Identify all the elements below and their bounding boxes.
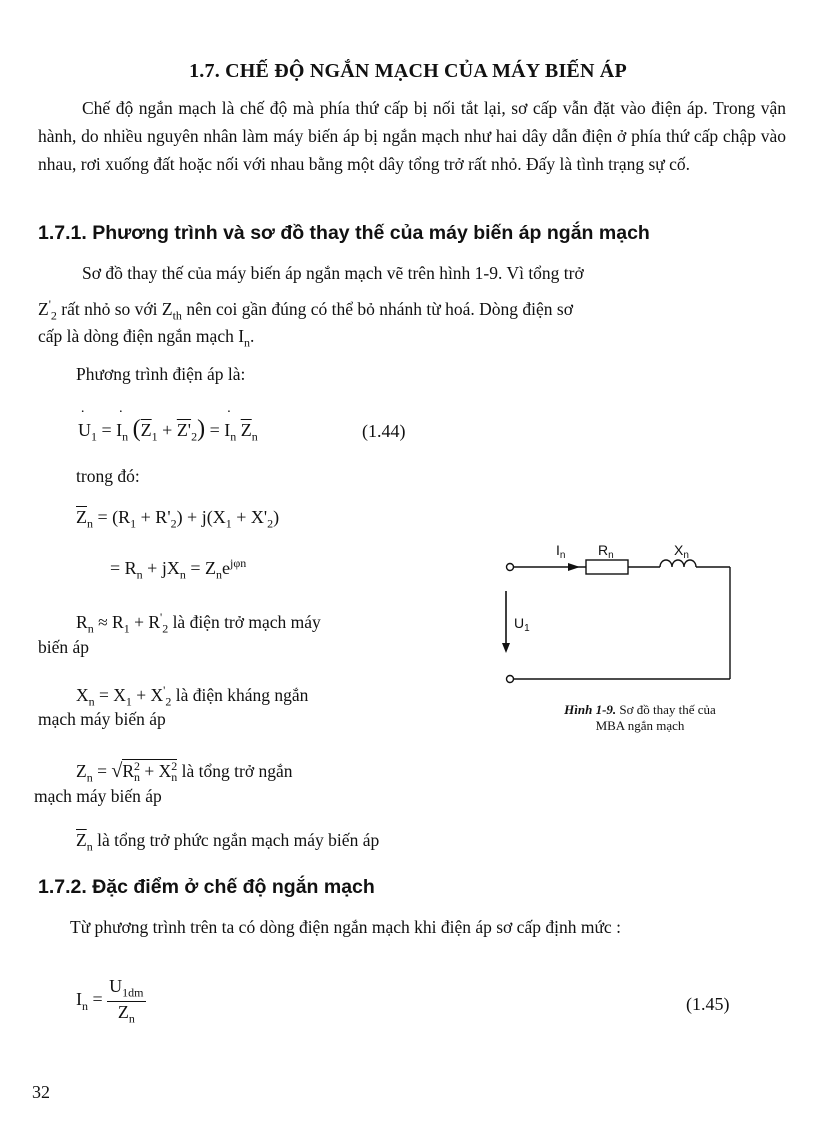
figure-caption-line2: MBA ngắn mạch [595, 718, 685, 733]
inductor-xn [660, 560, 696, 567]
equivalent-circuit-diagram [490, 535, 790, 695]
label-u1: $U_1$ [514, 615, 530, 634]
input-terminal-bottom [507, 676, 514, 683]
subsection-2-heading: 1.7.2. Đặc điểm ở chế độ ngắn mạch [38, 876, 375, 898]
rn-definition-line2: biến áp [38, 637, 90, 657]
zn-definition-line2: mạch máy biến áp [34, 786, 162, 806]
section-title: 1.7. CHẾ ĐỘ NGẮN MẠCH CỦA MÁY BIẾN ÁP [189, 60, 627, 82]
equation-1-44-number: (1.44) [362, 421, 406, 441]
voltage-equation-intro: Phương trình điện áp là: [76, 364, 246, 384]
figure-caption-text: Sơ đồ thay thế của [616, 702, 716, 717]
rn-text: là điện trở mạch máy [172, 611, 321, 632]
z2-symbol: $Z'_2$ [38, 297, 57, 323]
zbar-text: là tổng trở phức ngắn mạch máy biến áp [97, 830, 380, 850]
label-in: $I_n$ [556, 542, 566, 561]
subsection-2-paragraph: Từ phương trình trên ta có dòng điện ngắn mạch khi điện áp sơ cấp định mức : [70, 917, 621, 937]
input-terminal-top [507, 564, 514, 571]
current-arrow-icon [568, 563, 580, 571]
xn-text: là điện kháng ngắn [175, 684, 309, 705]
equation-1-45: $I_n$ = $\frac{U_{1dm}}{Z_n}$ [76, 976, 144, 1026]
equation-1-45-number: (1.45) [686, 994, 730, 1014]
zn-formula: $Z_n = √R^2_n + X^2_n$ [76, 759, 178, 785]
subsection-1-text-line1: Sơ đồ thay thế của máy biến áp ngắn mạch vẽ trên hình 1-9. Vì tổng trở [82, 263, 584, 283]
page-number: 32 [32, 1082, 50, 1102]
subsection-1-text-line3 [38, 322, 254, 357]
xn-definition-line2: mạch máy biến áp [38, 709, 166, 729]
text-c: nên coi gần đúng có thể bỏ nhánh từ hoá. Dòng điện sơ [186, 298, 573, 319]
zbar-symbol: $\overline{Z}_n$ [76, 830, 93, 854]
zn-equation-2: = $R_n + jX_n = Z_ne^{j\varphi n}$ [110, 556, 247, 582]
intro-paragraph: Chế độ ngắn mạch là chế độ mà phía thứ cấp bị nối tắt lại, sơ cấp vẫn đặt vào điện áp. Trong vận hành, do nhiều nguyên nhân làm máy biến áp bị ngắn mạch như hai dây dẫn điện ở phía thứ cấp chập vào nhau, rơi xuống đất hoặc nối với nhau bằng một dây tổng trở rất nhỏ. Đấy là tình trạng sự cố. [38, 98, 786, 174]
rn-formula: $R_n \approx R_1 + R'_2$ [76, 610, 169, 636]
label-rn: $R_n$ [598, 542, 614, 561]
subsection-1-heading: 1.7.1. Phương trình và sơ đồ thay thế của máy biến áp ngắn mạch [38, 222, 650, 244]
xn-formula: $X_n = X_1 + X'_2$ [76, 683, 172, 709]
equation-1-44: ˙ $U_1$ = ˙ $I_n$ $(\overline{Z}_1 + Z'_2)$ = ˙ $I_n$ $\overline{Z}_n$ [78, 416, 258, 445]
voltage-arrow-icon [502, 643, 510, 653]
text-b: rất nhỏ so với [61, 298, 158, 319]
zn-equation-1: $\overline{Z}_n = (R_1 + R'_2) + j(X_1 + X'_2)$ [76, 507, 280, 531]
zbar-definition [76, 826, 379, 861]
zn-text: là tổng trở ngắn [181, 760, 293, 781]
in-symbol: $I_n$. [238, 326, 255, 350]
zth-symbol: $Z_{th}$ [161, 298, 182, 323]
figure-caption [500, 702, 780, 734]
text-d: cấp là dòng điện ngắn mạch [38, 326, 234, 346]
figure-caption-label: Hình 1-9. [564, 702, 617, 717]
resistor-rn [586, 560, 628, 574]
label-xn: $X_n$ [674, 542, 689, 561]
where-label: trong đó: [76, 466, 140, 486]
rn-definition-line1 [76, 603, 321, 642]
